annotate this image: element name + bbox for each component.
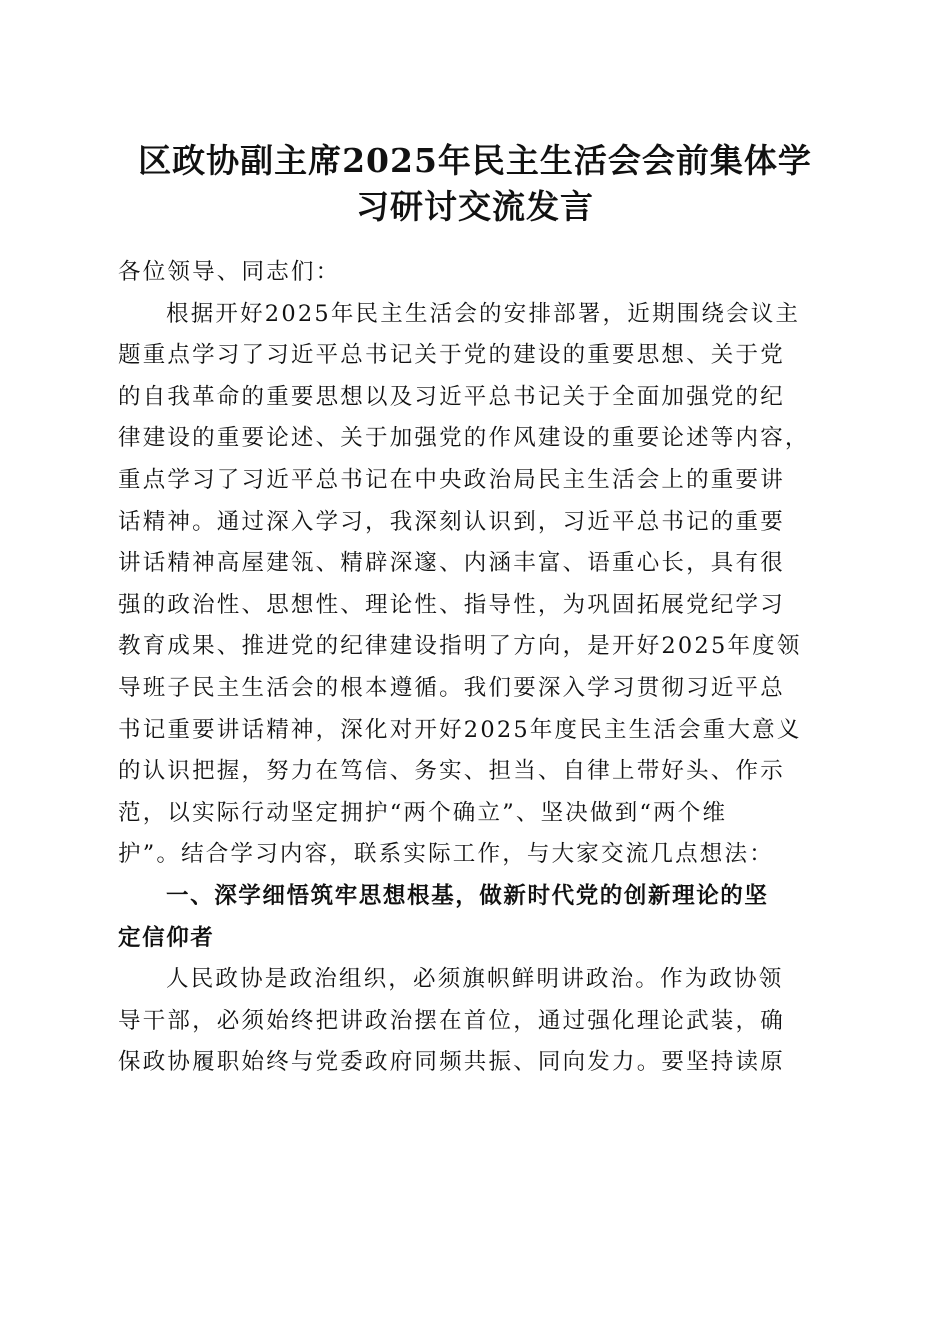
- paragraph-line: 根据开好2025年民主生活会的安排部署，近期围绕会议主: [166, 300, 801, 327]
- paragraph-line: 导干部，必须始终把讲政治摆在首位，通过强化理论武装，确: [118, 1007, 785, 1034]
- paragraph-line: 的自我革命的重要思想以及习近平总书记关于全面加强党的纪: [118, 383, 785, 410]
- paragraph-intro: [118, 294, 834, 876]
- salutation: [118, 252, 834, 294]
- paragraph-line: 题重点学习了习近平总书记关于党的建设的重要思想、关于党: [118, 342, 785, 369]
- paragraph-line: 书记重要讲话精神，深化对开好2025年度民主生活会重大意义: [118, 716, 802, 743]
- paragraph-line: 教育成果、推进党的纪律建设指明了方向，是开好2025年度领: [118, 633, 802, 660]
- document-title: [100, 138, 850, 230]
- paragraph-line: 话精神。通过深入学习，我深刻认识到，习近平总书记的重要: [118, 508, 785, 535]
- paragraph-line: 强的政治性、思想性、理论性、指导性，为巩固拓展党纪学习: [118, 591, 785, 618]
- paragraph-line: 讲话精神高屋建瓴、精辟深邃、内涵丰富、语重心长，具有很: [118, 550, 785, 577]
- title-line: 区政协副主席2025年民主生活会会前集体学: [138, 141, 812, 180]
- paragraph-line: 人民政协是政治组织，必须旗帜鲜明讲政治。作为政协领: [166, 966, 784, 993]
- paragraph-line: 重点学习了习近平总书记在中央政治局民主生活会上的重要讲: [118, 466, 785, 493]
- title-line: 习研讨交流发言: [356, 187, 594, 226]
- paragraph-line: 保政协履职始终与党委政府同频共振、同向发力。要坚持读原: [118, 1049, 785, 1076]
- heading-line: 一、深学细悟筑牢思想根基，做新时代党的创新理论的坚: [166, 882, 769, 909]
- section-heading-1: [118, 876, 834, 959]
- paragraph-section-1: [118, 959, 834, 1084]
- document-body: [118, 252, 834, 1084]
- paragraph-line: 范，以实际行动坚定拥护“两个确立”、坚决做到“两个维: [118, 799, 728, 826]
- salutation-line: 各位领导、同志们：: [118, 259, 341, 285]
- paragraph-line: 律建设的重要论述、关于加强党的作风建设的重要论述等内容，: [118, 425, 810, 452]
- heading-line: 定信仰者: [118, 924, 215, 951]
- paragraph-line: 的认识把握，努力在笃信、务实、担当、自律上带好头、作示: [118, 758, 785, 785]
- paragraph-line: 护”。结合学习内容，联系实际工作，与大家交流几点想法：: [118, 841, 774, 868]
- paragraph-line: 导班子民主生活会的根本遵循。我们要深入学习贯彻习近平总: [118, 674, 785, 701]
